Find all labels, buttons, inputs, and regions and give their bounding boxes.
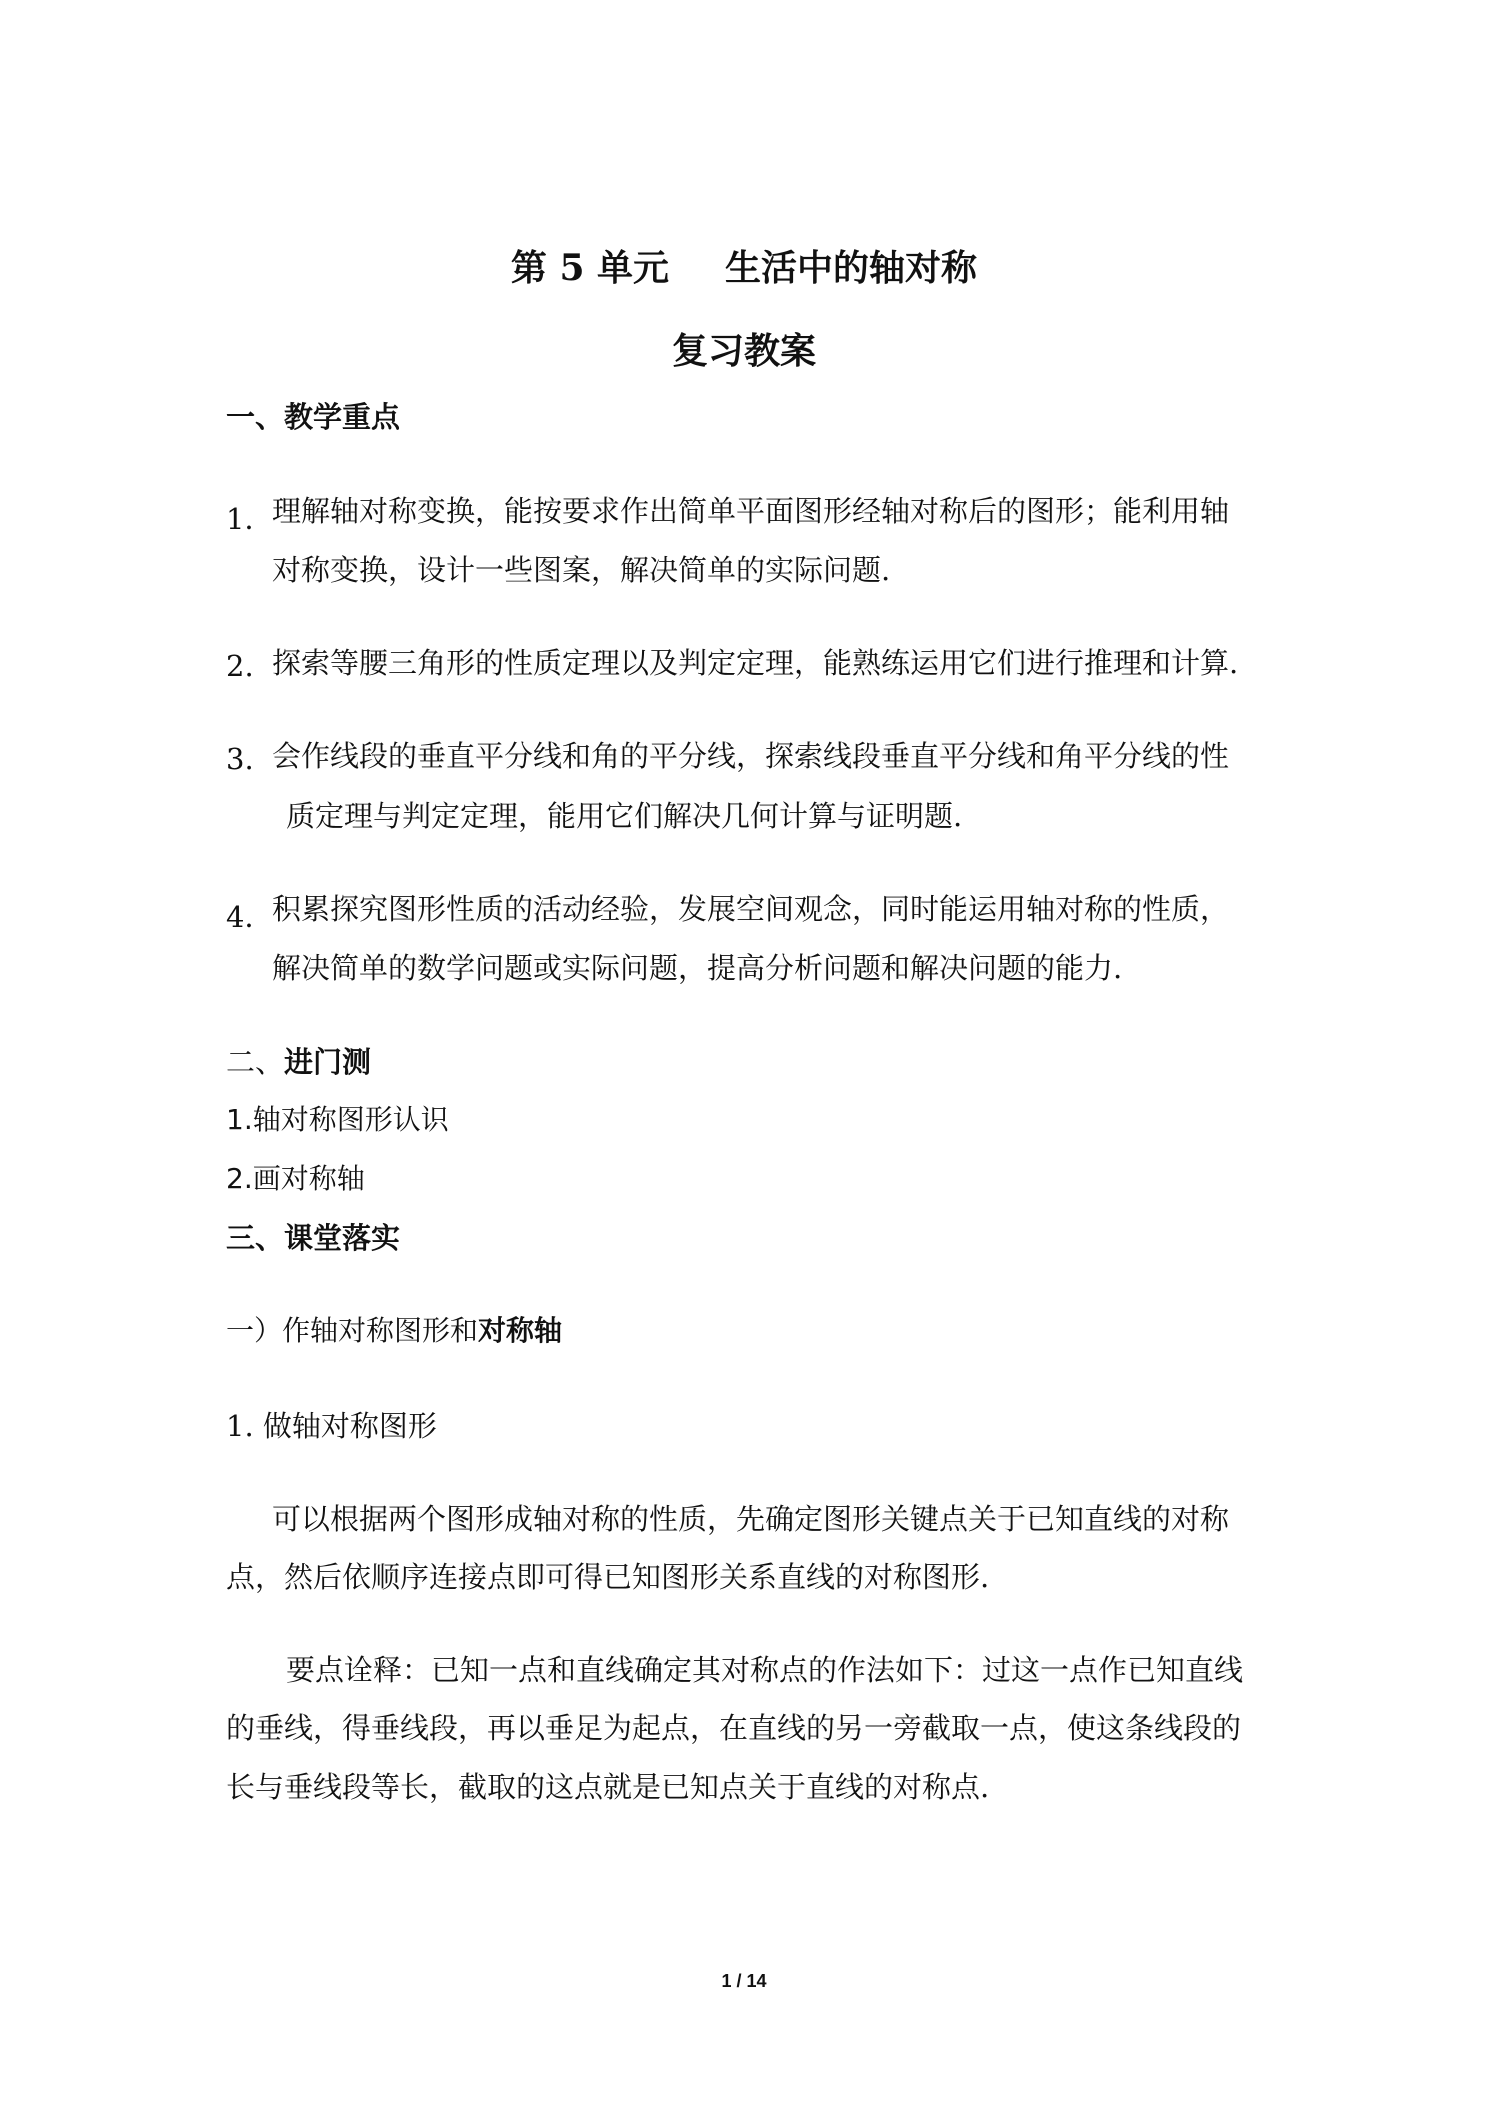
paragraph-1-line-2: 点，然后依顺序连接点即可得已知图形关系直线的对称图形. xyxy=(226,1560,990,1594)
key-point-2-line-1: 探索等腰三角形的性质定理以及判定定理，能熟练运用它们进行推理和计算. xyxy=(272,646,1239,680)
section-heading-entry-test xyxy=(226,1045,372,1079)
key-point-4-number: 4． xyxy=(226,900,274,934)
section-heading-entry-test-text: 进门测 xyxy=(284,1045,372,1079)
document-subtitle: 复习教案 xyxy=(671,330,816,372)
paragraph-1-line-1: 可以根据两个图形成轴对称的性质，先确定图形关键点关于已知直线的对称 xyxy=(272,1502,1230,1536)
class-work-subheading-plain: 一）作轴对称图形和 xyxy=(226,1314,479,1347)
class-work-subheading xyxy=(226,1314,563,1347)
entry-test-item-1: 1.轴对称图形认识 xyxy=(226,1103,449,1136)
key-point-4-line-2: 解决简单的数学问题或实际问题，提高分析问题和解决问题的能力. xyxy=(272,951,1123,985)
section-heading-entry-test-number: 二、 xyxy=(226,1045,285,1079)
key-point-3-line-2: 质定理与判定定理，能用它们解决几何计算与证明题. xyxy=(286,799,963,833)
entry-test-item-2: 2.画对称轴 xyxy=(226,1162,365,1195)
class-work-item-title: 1. 做轴对称图形 xyxy=(226,1409,437,1443)
paragraph-2-line-2: 的垂线，得垂线段，再以垂足为起点，在直线的另一旁截取一点，使这条线段的 xyxy=(226,1711,1242,1745)
key-point-1-number: 1． xyxy=(226,502,274,536)
title-unit: 第 5 单元 xyxy=(510,247,670,289)
title-topic: 生活中的轴对称 xyxy=(725,247,978,289)
section-heading-teaching-focus: 一、教学重点 xyxy=(226,400,401,434)
class-work-subheading-bold: 对称轴 xyxy=(478,1314,563,1347)
key-point-4-line-1: 积累探究图形性质的活动经验，发展空间观念，同时能运用轴对称的性质， xyxy=(272,892,1230,926)
document-title xyxy=(0,247,1488,289)
key-point-2-number: 2. xyxy=(226,649,254,683)
paragraph-2-line-1: 要点诠释：已知一点和直线确定其对称点的作法如下：过这一点作已知直线 xyxy=(286,1653,1244,1687)
key-point-1-line-1: 理解轴对称变换，能按要求作出简单平面图形经轴对称后的图形；能利用轴 xyxy=(272,494,1230,528)
paragraph-2-line-3: 长与垂线段等长，截取的这点就是已知点关于直线的对称点. xyxy=(226,1770,990,1804)
key-point-3-line-1: 会作线段的垂直平分线和角的平分线，探索线段垂直平分线和角平分线的性 xyxy=(272,739,1230,773)
page-number: 1 / 14 xyxy=(721,1971,767,1991)
key-point-1-line-2: 对称变换，设计一些图案，解决简单的实际问题. xyxy=(272,553,891,587)
key-point-3-number: 3. xyxy=(226,742,254,776)
section-heading-class-work: 三、课堂落实 xyxy=(226,1221,401,1255)
